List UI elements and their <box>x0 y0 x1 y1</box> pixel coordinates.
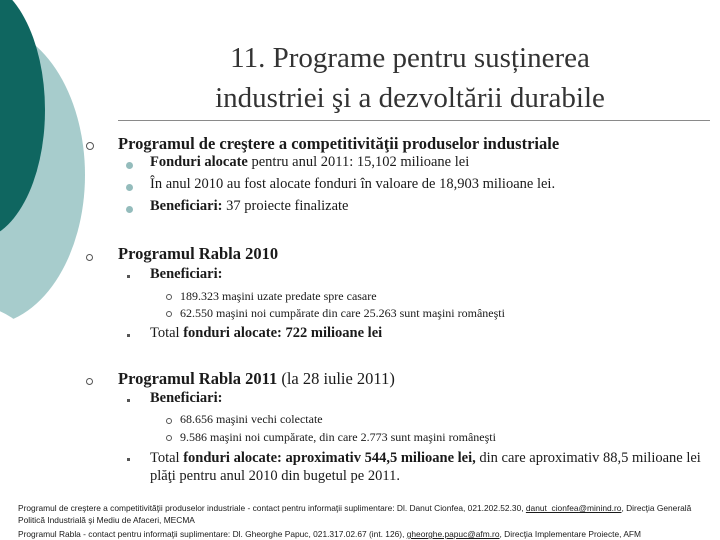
round-bullet-icon <box>126 206 133 213</box>
section3-total: Total fonduri alocate: aproximativ 544,5 milioane lei, din care aproximativ 88,5 milioane lei plăţi pentru anul 2010 din bugetul pe 2011. <box>150 450 701 484</box>
slide-title <box>120 38 700 118</box>
ring-bullet-icon <box>86 254 93 261</box>
contact-email-link[interactable]: gheorghe.papuc@afm.ro <box>406 529 500 539</box>
section1-item-2: În anul 2010 au fost alocate fonduri în valoare de 18,903 milioane lei. <box>150 176 556 192</box>
section3-sub-item-2: 9.586 maşini noi cumpărate, din care 2.773 sunt maşini româneşti <box>180 430 496 444</box>
section2-total: Total fonduri alocate: 722 milioane lei <box>150 325 383 341</box>
section1-item-3: Beneficiari: 37 proiecte finalizate <box>150 198 349 214</box>
ring-bullet-icon <box>86 142 94 150</box>
section2-sub-item-1: 189.323 maşini uzate predate spre casare <box>180 289 377 303</box>
square-bullet-icon <box>127 275 130 278</box>
decorative-circles <box>0 0 110 340</box>
ring-bullet-icon <box>166 311 172 317</box>
contact-email-link[interactable]: danut_cionfea@minind.ro <box>525 503 622 513</box>
section3-heading: Programul Rabla 2011 (la 28 iulie 2011) <box>118 369 395 388</box>
section1-heading: Programul de creştere a competitivităţii produselor industriale <box>118 134 560 153</box>
round-bullet-icon <box>126 184 133 191</box>
square-bullet-icon <box>127 334 130 337</box>
title-line-1: 11. Programe pentru susținerea <box>230 42 590 74</box>
round-bullet-icon <box>126 162 133 169</box>
title-divider <box>118 120 710 121</box>
square-bullet-icon <box>127 399 130 402</box>
title-line-2: industriei şi a dezvoltării durabile <box>215 82 605 114</box>
footer-contact-1: Programul de creştere a competitivităţii produselor industriale - contact pentru informaţii suplimentare: Dl. Danut Cionfea, 021.202.52.30, danut_cionfea@minind.ro, Direcţia Generală Politică Industrială şi Mediu de Afaceri, MECMA <box>18 503 692 525</box>
square-bullet-icon <box>127 458 130 461</box>
footer-contact-2: Programul Rabla - contact pentru informaţii suplimentare: Dl. Gheorghe Papuc, 021.317.02.67 (int. 126), gheorghe.papuc@afm.ro, Direcţia Implementare Proiecte, AFM <box>18 529 641 539</box>
section2-sub-item-2: 62.550 maşini noi cumpărate din care 25.263 sunt maşini româneşti <box>180 306 505 320</box>
section3-beneficiari: Beneficiari: <box>150 390 223 406</box>
ring-bullet-icon <box>166 418 172 424</box>
section1-item-1: Fonduri alocate pentru anul 2011: 15,102 milioane lei <box>150 154 470 170</box>
section2-heading: Programul Rabla 2010 <box>118 244 279 263</box>
ring-bullet-icon <box>166 435 172 441</box>
ring-bullet-icon <box>86 378 93 385</box>
ring-bullet-icon <box>166 294 172 300</box>
section2-beneficiari: Beneficiari: <box>150 266 223 282</box>
section3-sub-item-1: 68.656 maşini vechi colectate <box>180 412 323 426</box>
